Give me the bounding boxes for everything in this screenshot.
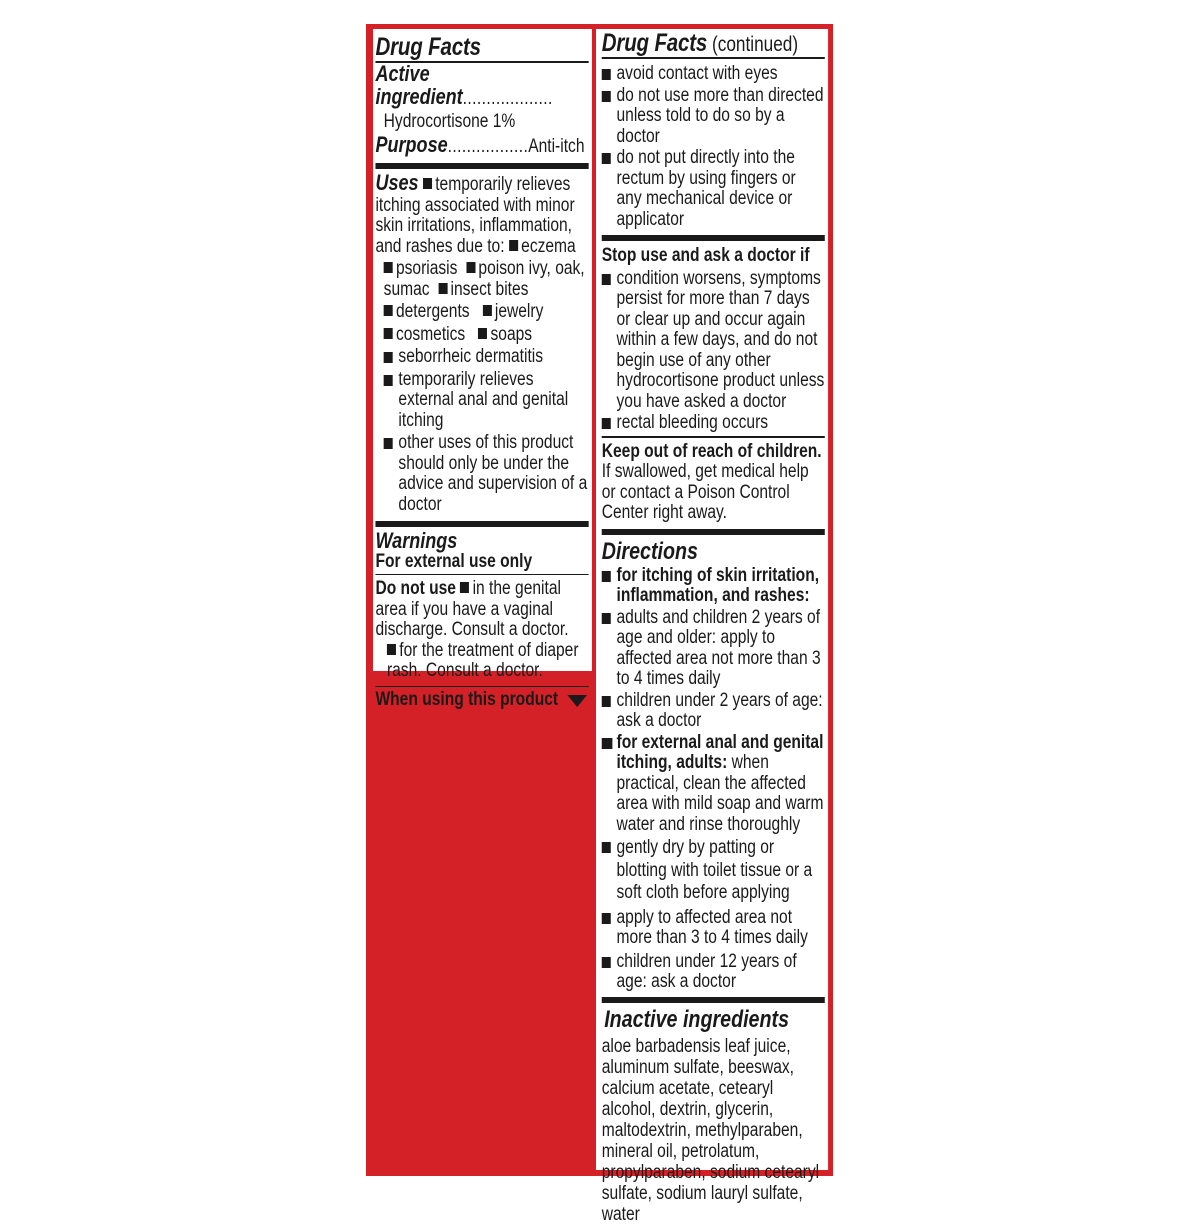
keep-out-section [602,436,825,524]
use-psoriasis: psoriasis [395,258,458,279]
bullet-square-icon [509,240,518,251]
inactive-ingredients-section [602,997,825,1225]
inactive-ingredients-heading: Inactive ingredients [604,1005,790,1033]
bullet-square-icon [438,283,447,294]
use-soaps: soaps [490,323,533,345]
drug-facts-continued-title: Drug Facts [601,29,708,57]
purpose-dots: ................. [447,135,529,157]
bullet-square-icon [387,644,396,655]
list-item: adults and children 2 years of age and older: apply to affected area not more than 3 to 4 times daily [602,608,825,690]
bullet-square-icon [602,957,611,968]
bullet-square-icon [384,438,393,449]
bullet-square-icon [602,571,611,582]
purpose-heading: Purpose [375,131,448,157]
do-not-use-1: in the genital area if you have a vaginal discharge. Consult a doctor. [375,578,569,640]
bullet-square-icon [384,305,393,316]
bullet-square-icon [602,274,611,285]
keep-out-text: If swallowed, get medical help or contact a Poison Control Center right away. [601,461,809,523]
warnings-section [375,521,588,710]
bullet-square-icon [384,262,393,273]
list-item: avoid contact with eyes [602,64,825,85]
stop-use-section [602,235,825,434]
do-not-use-heading: Do not use [375,578,456,599]
bullet-square-icon [603,738,612,749]
continue-arrow-icon [567,695,587,707]
active-ingredient-dots: ................... [462,87,553,109]
bullet-square-icon [602,69,611,80]
bullet-square-icon [478,328,487,339]
list-item: for itching of skin irritation, inflammation, and rashes: [602,566,825,607]
bullet-square-icon [602,842,611,853]
directions-heading: Directions [601,537,698,565]
list-item: rectal bleeding occurs [602,413,825,434]
bullet-square-icon [384,352,393,363]
uses-section [375,163,588,515]
list-item: for external anal and genital itching, adults: when practical, clean the affected area with mild soap and warm water and rinse thoroughly [602,733,825,836]
keep-out-heading: Keep out of reach of children. [601,440,822,462]
active-ingredient-heading: Active ingredient [375,61,463,109]
drug-facts-left-panel [373,29,592,710]
use-poison-ivy: poison ivy, oak, sumac [383,258,585,300]
bullet-square-icon [423,178,432,189]
use-eczema: eczema [521,235,576,257]
inactive-ingredients-text: aloe barbadensis leaf juice, aluminum sulfate, beeswax, calcium acetate, cetearyl alcohol, dextrin, glycerin, maltodextrin, methylparaben, mineral oil, petrolatum, propylparaben, sodium cetearyl sulfate, sodium lauryl sulfate, water [601,1035,820,1225]
uses-intro: temporarily relieves itching associated with minor skin irritations, inflammation, and rashes due to: [375,174,575,257]
bullet-square-icon [602,696,611,707]
list-item: children under 2 years of age: ask a doctor [602,691,825,732]
continued-label: (continued) [707,33,799,56]
external-use-only: For external use only [375,552,588,576]
drug-facts-right-panel [596,29,828,1225]
bullet-square-icon [384,328,393,339]
bullet-square-icon [602,153,611,164]
list-item: seborrheic dermatitis [384,347,589,368]
bullet-square-icon [466,262,475,273]
list-item: temporarily relieves external anal and genital itching [384,370,589,432]
list-item: children under 12 years of age: ask a doctor [602,952,825,993]
when-using-list [602,64,825,230]
list-item: gently dry by patting or blotting with toilet tissue or a soft cloth before applying [602,837,825,905]
bullet-square-icon [483,305,492,316]
list-item: do not use more than directed unless told to do so by a doctor [602,86,825,148]
bullet-square-icon [602,91,611,102]
use-cosmetics: cosmetics [395,323,466,345]
bullet-square-icon [602,913,611,924]
drug-facts-label [366,24,833,1225]
active-ingredient-value: Hydrocortisone 1% [383,111,516,132]
stop-use-heading: Stop use and ask a doctor if [601,245,810,266]
bullet-square-icon [602,613,611,624]
use-insect-bites: insect bites [450,278,529,300]
purpose-value: Anti-itch [528,135,585,157]
drug-facts-title: Drug Facts [375,33,481,61]
warnings-heading: Warnings [375,528,458,553]
do-not-use-2: for the treatment of diaper rash. Consult a doctor. [386,639,579,681]
bullet-square-icon [384,375,393,386]
list-item: condition worsens, symptoms persist for more than 7 days or clear up and occur again within a few days, and do not begin use of any other hydrocortisone product unless you have asked a doctor [602,269,825,413]
list-item: apply to affected area not more than 3 to 4 times daily [602,908,825,949]
directions-section [602,529,825,993]
use-detergents: detergents [395,301,470,322]
uses-heading: Uses [375,170,419,195]
list-item: do not put directly into the rectum by using fingers or any mechanical device or applicator [602,148,825,230]
bullet-square-icon [602,418,611,429]
list-item: other uses of this product should only be under the advice and supervision of a doctor [384,433,589,515]
when-using-heading: When using this product [375,688,559,710]
bullet-square-icon [460,582,469,593]
use-jewelry: jewelry [494,301,544,322]
